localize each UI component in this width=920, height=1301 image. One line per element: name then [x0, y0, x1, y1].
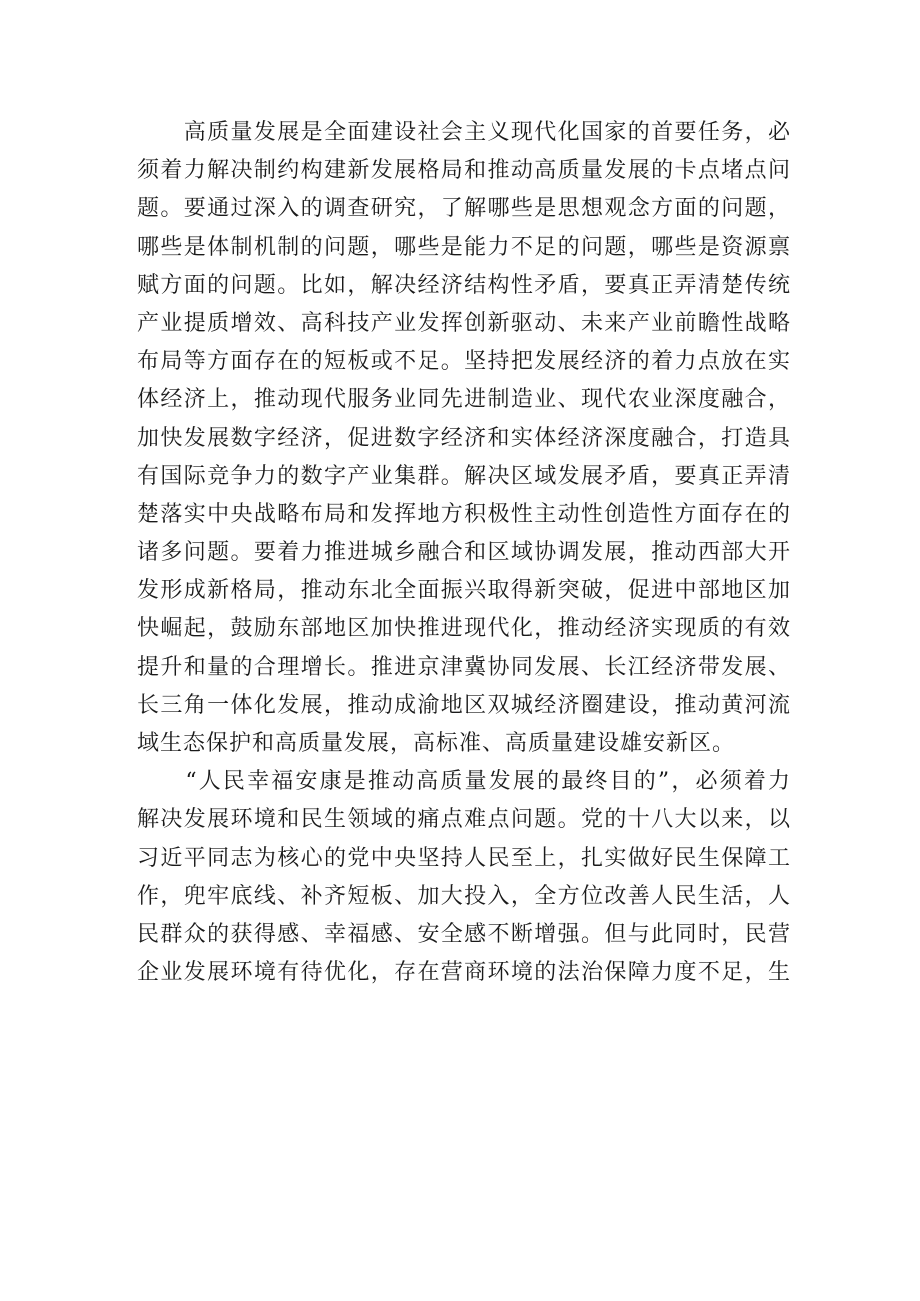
paragraph-1-line: 诸多问题。要着力推进城乡融合和区域协调发展，推动西部大开 [137, 540, 791, 566]
paragraph-1-line: 提升和量的合理增长。推进京津冀协同发展、长江经济带发展、 [137, 654, 791, 680]
paragraph-1-line: 体经济上，推动现代服务业同先进制造业、现代农业深度融合， [137, 387, 791, 413]
paragraph-1-line: 发形成新格局，推动东北全面振兴取得新突破，促进中部地区加 [137, 578, 791, 604]
paragraph-2-line: 企业发展环境有待优化，存在营商环境的法治保障力度不足，生 [137, 960, 791, 986]
paragraph-2-line: 习近平同志为核心的党中央坚持人民至上，扎实做好民生保障工 [137, 845, 791, 871]
paragraph-1-line: 产业提质增效、高科技产业发挥创新驱动、未来产业前瞻性战略 [137, 310, 791, 336]
paragraph-1-line: 长三角一体化发展，推动成渝地区双城经济圈建设，推动黄河流 [137, 692, 791, 718]
paragraph-1-line: 须着力解决制约构建新发展格局和推动高质量发展的卡点堵点问 [137, 158, 791, 184]
paragraph-1-line: 布局等方面存在的短板或不足。坚持把发展经济的着力点放在实 [137, 349, 791, 375]
paragraph-1-line: 赋方面的问题。比如，解决经济结构性矛盾，要真正弄清楚传统 [137, 272, 791, 298]
paragraph-1-line: 高质量发展是全面建设社会主义现代化国家的首要任务，必 [137, 120, 791, 145]
paragraph-1-line: 快崛起，鼓励东部地区加快推进现代化，推动经济实现质的有效 [137, 616, 791, 642]
paragraph-1-line: 楚落实中央战略布局和发挥地方积极性主动性创造性方面存在的 [137, 501, 791, 527]
paragraph-2-line: 作，兜牢底线、补齐短板、加大投入，全方位改善人民生活，人 [137, 883, 791, 909]
paragraph-2-line: 民群众的获得感、幸福感、安全感不断增强。但与此同时，民营 [137, 921, 791, 947]
paragraph-1-line: 加快发展数字经济，促进数字经济和实体经济深度融合，打造具 [137, 425, 791, 451]
paragraph-1-line: 题。要通过深入的调查研究，了解哪些是思想观念方面的问题， [137, 196, 791, 222]
paragraph-1-line: 域生态保护和高质量发展，高标准、高质量建设雄安新区。 [137, 731, 736, 756]
paragraph-1-line: 有国际竞争力的数字产业集群。解决区域发展矛盾，要真正弄清 [137, 463, 791, 489]
paragraph-2-line: 解决发展环境和民生领域的痛点难点问题。党的十八大以来，以 [137, 807, 791, 833]
paragraph-2-line: “人民幸福安康是推动高质量发展的最终目的”，必须着力 [137, 769, 791, 795]
body-text [137, 114, 791, 992]
paragraph-1-line: 哪些是体制机制的问题，哪些是能力不足的问题，哪些是资源禀 [137, 234, 791, 260]
